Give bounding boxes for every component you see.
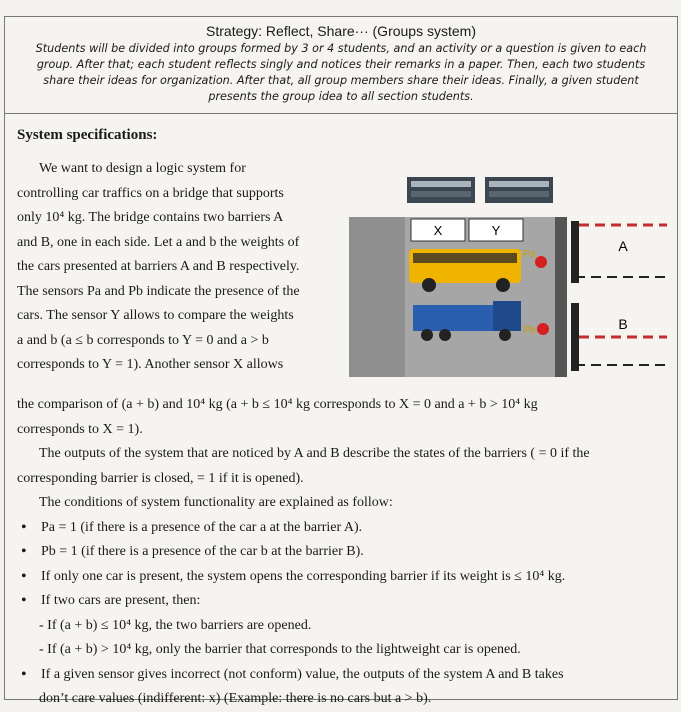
- section-title: System specifications:: [17, 127, 158, 143]
- sensor-y-label: Y: [491, 223, 501, 238]
- sub-item: - If (a + b) > 10⁴ kg, only the barrier that corresponds to the lightweight car is opened.: [39, 642, 521, 657]
- text-line: a and b (a ≤ b corresponds to Y = 0 and a > b: [17, 332, 269, 348]
- outputs-line-1: The outputs of the system that are noticed by A and B describe the states of the barriers ( = 0 if the: [39, 446, 590, 461]
- barrier-b-label: B: [618, 316, 628, 332]
- sensor-x-label: X: [433, 223, 443, 238]
- text-line: and B, one in each side. Let a and b the weights of: [17, 234, 300, 250]
- text-line: the comparison of (a + b) and 10⁴ kg (a + b ≤ 10⁴ kg corresponds to X = 0 and a + b > 10⁴ kg: [17, 397, 538, 412]
- text-line: corresponds to X = 1).: [17, 421, 143, 437]
- label-pb: Pb: [523, 325, 536, 336]
- conditions-list-last: [17, 663, 669, 688]
- list-item: • If a given sensor gives incorrect (not conform) value, the outputs of the system A and B takes: [41, 663, 669, 688]
- strategy-body: Students will be divided into groups formed by 3 or 4 students, and an activity or a question is given to each group. After that; each student reflects singly and notices their remarks in a paper. Then, each two students share their ideas for organization. After that, all group members share their ideas. Finally, a given student presents the group idea to all section students.: [35, 42, 647, 103]
- list-item: • Pb = 1 (if there is a presence of the car b at the barrier B).: [41, 540, 669, 565]
- text-line: controlling car traffics on a bridge that supports: [17, 185, 284, 201]
- sensor-pa-icon: [535, 256, 547, 268]
- text-line: don’t care values (indifferent: x) (Example: there is no cars but a > b).: [39, 691, 432, 706]
- text-line: We want to design a logic system for: [39, 161, 246, 176]
- intro-paragraph-left: [17, 157, 345, 378]
- text-line: corresponds to Y = 1). Another sensor X allows: [17, 357, 284, 372]
- full-width-text: [17, 393, 669, 712]
- text-line: cars. The sensor Y allows to compare the weights: [17, 308, 294, 323]
- bridge-deck: [349, 217, 405, 377]
- conditions-intro: The conditions of system functionality are explained as follow:: [39, 495, 393, 510]
- barrier-a-label: A: [618, 238, 628, 254]
- label-pa: Pa: [523, 249, 536, 260]
- outputs-line-2: corresponding barrier is closed, = 1 if it is opened).: [17, 470, 304, 486]
- document-page: [4, 16, 678, 706]
- list-item: • Pa = 1 (if there is a presence of the car a at the barrier A).: [41, 516, 669, 541]
- sensor-pb-icon: [537, 323, 549, 335]
- strategy-box: [5, 17, 677, 114]
- text-line: only 10⁴ kg. The bridge contains two barriers A: [17, 210, 284, 225]
- sensor-y-device: [485, 177, 553, 203]
- sub-item: - If (a + b) ≤ 10⁴ kg, the two barriers are opened.: [39, 617, 312, 633]
- bridge-diagram: [349, 177, 669, 377]
- text-line: the cars presented at barriers A and B respectively.: [17, 259, 300, 274]
- text-line: The sensors Pa and Pb indicate the presence of the: [17, 283, 300, 299]
- list-item: • If two cars are present, then:: [41, 589, 669, 614]
- list-item: • If only one car is present, the system opens the corresponding barrier if its weight is ≤ 10⁴ kg.: [41, 565, 669, 590]
- strategy-title: Strategy: Reflect, Share··· (Groups system): [206, 23, 476, 39]
- barrier-b: [571, 303, 667, 371]
- sensor-x-device: [407, 177, 475, 203]
- conditions-list: [17, 516, 669, 614]
